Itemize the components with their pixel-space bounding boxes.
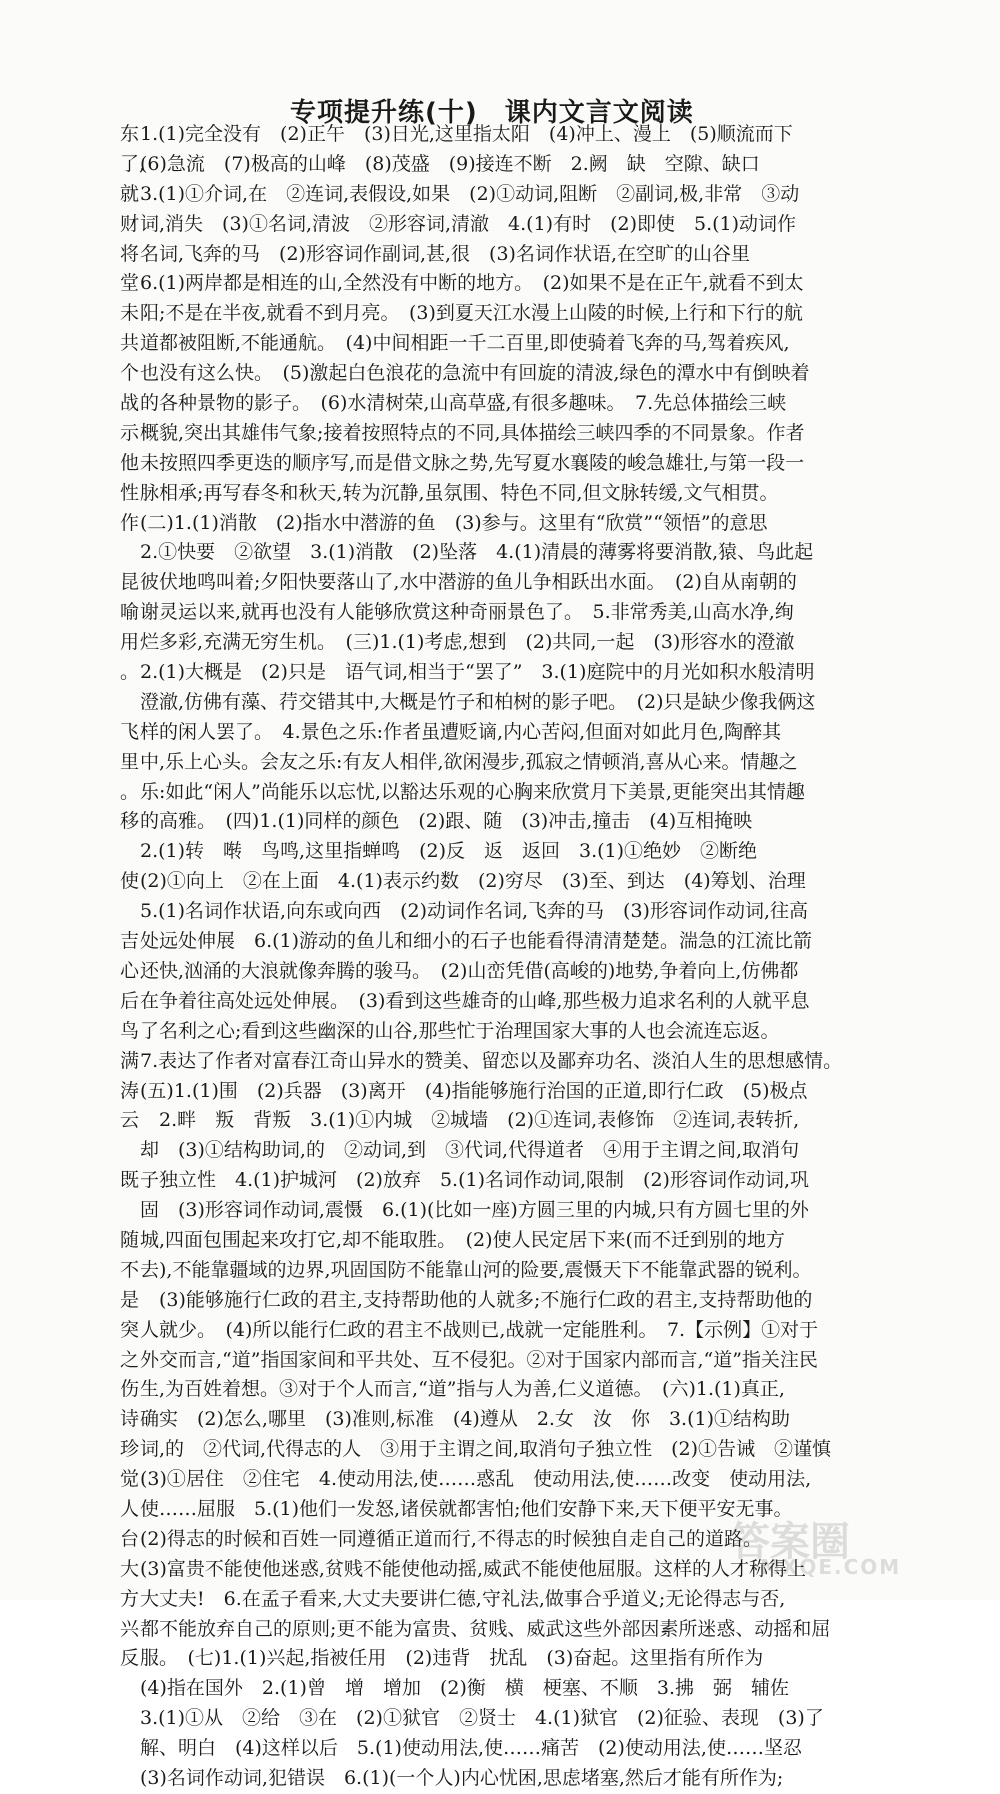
answer-line: 去),不能靠疆域的边界,巩固国防不能靠山河的险要,震慑天下不能靠武器的锐利。 (140, 1258, 812, 1281)
left-column-line: 人 (120, 1497, 140, 1520)
left-column-line: 不 (120, 1258, 140, 1281)
left-column-line: 性 (120, 481, 140, 504)
answer-line: 7.表达了作者对富春江奇山异水的赞美、留恋以及鄙弃功名、淡泊人生的思想感情。 (140, 1049, 843, 1072)
left-column-line: 兴 (120, 1617, 140, 1640)
left-column-line: 之 (120, 1348, 140, 1371)
left-column-line: 堂 (120, 272, 140, 295)
answer-line: 确实 (2)怎么,哪里 (3)准则,标准 (4)遵从 2.女 汝 你 3.(1)①结构助 (140, 1408, 790, 1431)
answer-line: 在争着往高处远处伸展。 (3)看到这些雄奇的山峰,那些极力追求名利的人就平息 (140, 989, 810, 1012)
left-column-line: 随 (120, 1228, 140, 1251)
answer-line: 却 (3)①结构助词,的 ②动词,到 ③代词,代得道者 ④用于主谓之间,取消句 (140, 1139, 800, 1162)
left-column-line: 将 (120, 242, 140, 265)
answer-line: 名词,飞奔的马 (2)形容词作副词,甚,很 (3)名词作状语,在空旷的山谷里 (140, 242, 750, 265)
watermark-logo (730, 1510, 980, 1580)
left-column-line: 大 (120, 1557, 140, 1580)
left-column-line: 珍 (120, 1438, 140, 1461)
left-column-line: 鸟 (120, 1019, 140, 1042)
left-column-line: 用 (120, 631, 140, 654)
left-column-line: 喻 (120, 601, 140, 624)
answer-line: 子独立性 4.(1)护城河 (2)放弃 5.(1)名词作动词,限制 (2)形容词作动词,巩 (140, 1169, 809, 1192)
answer-line: (6)急流 (7)极高的山峰 (8)茂盛 (9)接连不断 2.阙 缺 空隙、缺口 (140, 152, 760, 175)
answer-line: 乐:如此“闲人”尚能乐以忘忧,以豁达乐观的心胸来欣赏月下美景,更能突出其情趣 (140, 780, 805, 803)
answer-line: 还快,汹涌的大浪就像奔腾的骏马。 (2)山峦凭借(高峻的)地势,争着向上,仿佛都 (140, 959, 799, 982)
answer-line: 解、明白 (4)这样以后 5.(1)使动用法,使……痛苦 (2)使动用法,使……坚忍 (140, 1737, 802, 1760)
left-column-line: 战 (120, 392, 140, 415)
answer-line: 6.(1)两岸都是相连的山,全然没有中断的地方。 (2)如果不是在正午,就看不到太 (140, 272, 804, 295)
left-column-line: 涛 (120, 1079, 140, 1102)
watermark-top-text: 答案圈 (730, 1519, 850, 1565)
answer-line: 3.(1)①从 ②给 ③在 (2)①狱官 ②贤士 4.(1)狱官 (2)征验、表现 (3)了 (140, 1707, 824, 1730)
answer-line: 概貌,突出其雄伟气象;接着按照特点的不同,具体描绘三峡四季的不同景象。作者 (140, 421, 805, 444)
left-column-line: 使 (120, 870, 140, 893)
answer-line: 的各种景物的影子。 (6)水清树荣,山高草盛,有很多趣味。 7.先总体描绘三峡 (140, 392, 787, 415)
answer-line: (二)1.(1)消散 (2)指水中潜游的鱼 (3)参与。这里有“欣赏”“领悟”的意思 (140, 511, 768, 534)
left-column-line: 。 (120, 780, 140, 803)
answer-line: 的高雅。 (四)1.(1)同样的颜色 (2)跟、随 (3)冲击,撞击 (4)互相掩映 (140, 810, 753, 833)
answer-line: 2.①快要 ②欲望 3.(1)消散 (2)坠落 4.(1)清晨的薄雾将要消散,猿、鸟此起 (140, 541, 814, 564)
answer-line: 1.(1)完全没有 (2)正午 (3)日光,这里指太阳 (4)冲上、漫上 (5)顺流而下 (140, 123, 793, 145)
left-column-line: 示 (120, 421, 140, 444)
answer-line: (3)能够施行仁政的君主,支持帮助他的人就多;不施行仁政的君主,支持帮助他的 (140, 1288, 813, 1311)
answer-line: 阳;不是在半夜,就看不到月亮。 (3)到夏天江水漫上山陵的时候,上行和下行的航 (140, 302, 803, 325)
answer-line: 了名利之心;看到这些幽深的山谷,那些忙于治理国家大事的人也会流连忘返。 (140, 1019, 780, 1042)
answer-line: 服。 (七)1.(1)兴起,指被任用 (2)违背 扰乱 (3)奋起。这里指有所作为 (140, 1647, 764, 1670)
answer-line: 2.畔 叛 背叛 3.(1)①内城 ②城墙 (2)①连词,表修饰 ②连词,表转折, (140, 1109, 800, 1132)
left-column-line: 方 (120, 1587, 140, 1610)
answer-line: (3)名词作动词,犯错误 6.(1)(一个人)内心忧困,思虑堵塞,然后才能有所作为; (140, 1766, 784, 1789)
answer-line: 2.(1)大概是 (2)只是 语气词,相当于“罢了” 3.(1)庭院中的月光如积水般清明 (140, 661, 815, 684)
left-column-line: 。 (120, 661, 140, 684)
answer-line: 生,为百姓着想。③对于个人而言,“道”指与人为善,仁义道德。 (六)1.(1)真正, (140, 1378, 785, 1401)
left-column-line: 心 (120, 959, 140, 982)
answer-line: 也没有这么快。 (5)激起白色浪花的急流中有回旋的清波,绿色的潭水中有倒映着 (140, 362, 810, 385)
answer-line: 5.(1)名词作状语,向东或向西 (2)动词作名词,飞奔的马 (3)形容词作动词,往高 (140, 900, 808, 923)
answer-line: (2)得志的时候和百姓一同遵循正道而行,不得志的时候独自走自己的道路。 (140, 1527, 762, 1550)
answer-line: 使……屈服 5.(1)他们一发怒,诸侯就都害怕;他们安静下来,天下便平安无事。 (140, 1497, 793, 1520)
answer-line: 烂多彩,充满无穷生机。 (三)1.(1)考虑,想到 (2)共同,一起 (3)形容水的澄澈 (140, 631, 795, 654)
left-column-line: 反 (120, 1647, 140, 1670)
answer-line: 词,消失 (3)①名词,清波 ②形容词,清澈 4.(1)有时 (2)即使 5.(1)动词作 (140, 212, 797, 235)
answer-line: 彼伏地鸣叫着;夕阳快要落山了,水中潜游的鱼儿争相跃出水面。 (2)自从南朝的 (140, 571, 797, 594)
left-column-line: 共 (120, 332, 140, 355)
answer-line: (五)1.(1)围 (2)兵器 (3)离开 (4)指能够施行治国的正道,即行仁政 (5)极点 (140, 1079, 808, 1102)
left-column-line: 了, (120, 152, 146, 175)
left-column-line: 台 (120, 1527, 140, 1550)
left-column-line: 他 (120, 451, 140, 474)
left-column-line: 飞 (120, 720, 140, 743)
answer-line: 固 (3)形容词作动词,震慑 6.(1)(比如一座)方圆三里的内城,只有方圆七里的外 (140, 1199, 809, 1222)
left-column-line: 个 (120, 362, 140, 385)
left-column-line: 未 (120, 302, 140, 325)
answer-line: 2.(1)转 啭 鸟鸣,这里指蝉鸣 (2)反 返 返回 3.(1)①绝妙 ②断绝 (140, 840, 758, 863)
left-column-line: 财 (120, 212, 140, 235)
left-column-line: 既 (120, 1169, 140, 1192)
left-column-line: 满 (120, 1049, 140, 1072)
left-column-line: 作 (120, 511, 140, 534)
left-column-line: 就 (120, 182, 140, 205)
answer-line: 未按照四季更迭的顺序写,而是借文脉之势,先写夏水襄陵的峻急雄壮,与第一段一 (140, 451, 805, 474)
answer-line: 词,的 ②代词,代得志的人 ③用于主谓之间,取消句子独立性 (2)①告诫 ②谨慎 (140, 1438, 832, 1461)
answer-line: (3)①居住 ②住宅 4.使动用法,使……惑乱 使动用法,使……改变 使动用法, (140, 1468, 812, 1491)
answer-line: 人就少。 (4)所以能行仁政的君主不战则已,战就一定能胜利。 7.【示例】①对于 (140, 1318, 819, 1341)
left-column-line: 后 (120, 989, 140, 1012)
answer-line: 道都被阻断,不能通航。 (4)中间相距一千二百里,即使骑着飞奔的马,驾着疾风, (140, 332, 790, 355)
left-column-line: 吉 (120, 930, 140, 953)
answer-line: 脉相承;再写春冬和秋天,转为沉静,虽氛围、特色不同,但文脉转缓,文气相贯。 (140, 481, 779, 504)
answer-line: 大丈夫! 6.在孟子看来,大丈夫要讲仁德,守礼法,做事合乎道义;无论得志与否, (140, 1587, 786, 1610)
answer-line: 城,四面包围起来攻打它,却不能取胜。 (2)使人民定居下来(而不迁到别的地方 (140, 1228, 785, 1251)
left-column-line: 东 (120, 123, 140, 145)
answer-line: 3.(1)①介词,在 ②连词,表假设,如果 (2)①动词,阻断 ②副词,极,非常 ③动 (140, 182, 800, 205)
answer-line: 澄澈,仿佛有藻、荇交错其中,大概是竹子和柏树的影子吧。 (2)只是缺少像我俩这 (140, 690, 816, 713)
left-column-line: 伤 (120, 1378, 140, 1401)
answer-line: 样的闲人罢了。 4.景色之乐:作者虽遭贬谪,内心苦闷,但面对如此月色,陶醉其 (140, 720, 782, 743)
left-column-line: 云 (120, 1109, 140, 1132)
answer-line: 中,乐上心头。会友之乐:有友人相伴,欲闲漫步,孤寂之情顿消,喜从心来。情趣之 (140, 750, 798, 773)
answer-line: 外交而言,“道”指国家间和平共处、互不侵犯。②对于国家内部而言,“道”指关注民 (140, 1348, 818, 1371)
answer-line: (4)指在国外 2.(1)曾 增 增加 (2)衡 横 梗塞、不顺 3.拂 弼 辅佐 (140, 1677, 789, 1700)
answer-line: 都不能放弃自己的原则;更不能为富贵、贫贱、威武这些外部因素所迷惑、动摇和屈 (140, 1617, 831, 1640)
left-column-line: 是 (120, 1288, 140, 1311)
left-column-line: 昆 (120, 571, 140, 594)
left-column-line: 里 (120, 750, 140, 773)
left-column-line: 诗 (120, 1408, 140, 1431)
left-column-line: 觉 (120, 1468, 140, 1491)
answer-line: (2)①向上 ②在上面 4.(1)表示约数 (2)穷尽 (3)至、到达 (4)筹划、治理 (140, 870, 806, 893)
answer-line: (3)富贵不能使他迷惑,贫贱不能使他动摇,威武不能使他屈服。这样的人才称得上 (140, 1557, 806, 1580)
page-title: 专项提升练(十) 课内文言文阅读 (290, 98, 694, 128)
left-column-line: 突 (120, 1318, 140, 1341)
answer-line: 谢灵运以来,就再也没有人能够欣赏这种奇丽景色了。 5.非常秀美,山高水净,绚 (140, 601, 794, 624)
left-column-line: 移 (120, 810, 140, 833)
watermark-bottom-text: MXQE.COM (760, 1555, 902, 1579)
answer-line: 处远处伸展 6.(1)游动的鱼儿和细小的石子也能看得清清楚楚。湍急的江流比箭 (140, 930, 813, 953)
